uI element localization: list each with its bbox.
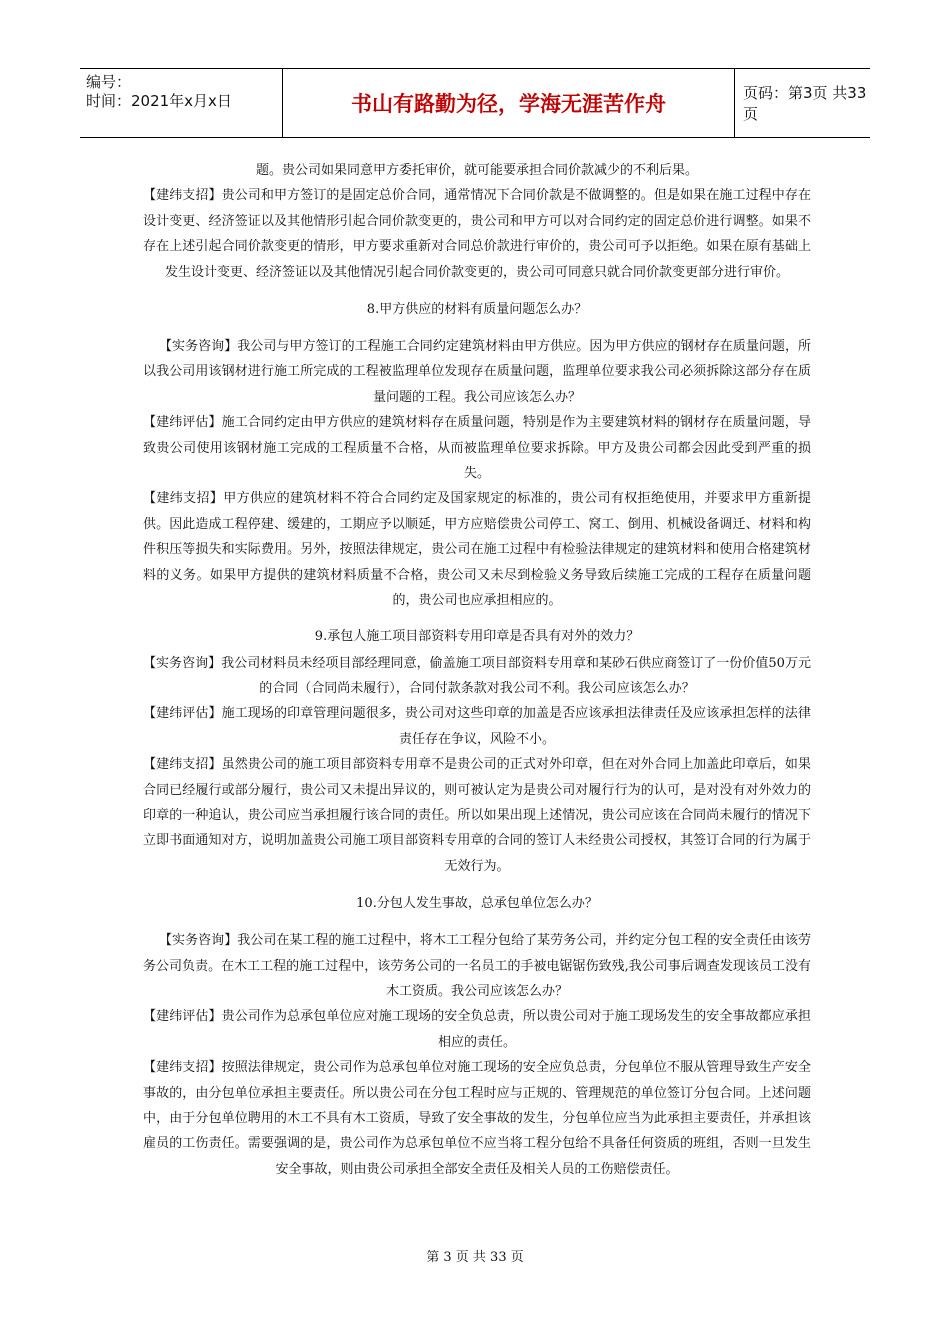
page-footer: 第 3 页 共 33 页 <box>426 1250 524 1265</box>
section-8-title: 8.甲方供应的材料有质量问题怎么办？ <box>366 302 588 318</box>
intro-paragraph: 题。贵公司如果同意甲方委托审价，就可能要承担合同价款减少的不利后果。 <box>255 163 698 178</box>
header-motto: 书山有路勤为径，学海无涯苦作舟 <box>283 69 735 137</box>
header-meta <box>80 69 283 137</box>
section-10-support: 【建纬支招】按照法律规定，贵公司作为总承包单位对施工现场的安全应负总责，分包单位不服从管理导致生产安全事故的，由分包单位承担主要责任。所以贵公司在分包工程时应与正规的、管理规范的单位签订分包合同。上述问题中，由于分包单位聘用的木工不具有木工资质，导致了安全事故的发生，分包单位应当为此承担主要责任，并承担该雇员的工伤责任。需要强调的是，贵公司作为总承包单位不应当将工程分包给不具备任何资质的班组，否则一旦发生安全事故，则由贵公司承担全部安全责任及相关人员的工伤赔偿责任。 <box>143 1060 811 1177</box>
section-8-consult: 【实务咨询】我公司与甲方签订的工程施工合同约定建筑材料由甲方供应。因为甲方供应的钢材存在质量问题，所以我公司用该钢材进行施工所完成的工程被监理单位发现存在质量问题，监理单位要求我公司必须拆除这部分存在质量问题的工程。我公司应该怎么办？ <box>143 339 811 405</box>
header-page-label: 页码：第3页 共33页 <box>743 84 867 123</box>
page-header <box>80 68 870 138</box>
section-9-title: 9.承包人施工项目部资料专用印章是否具有对外的效力？ <box>314 628 640 644</box>
section-9-consult: 【实务咨询】我公司材料员未经项目部经理同意，偷盖施工项目部资料专用章和某砂石供应商签订了一份价值50万元的合同（合同尚未履行），合同付款条款对我公司不利。我公司应该怎么办？ <box>143 655 811 696</box>
serial-label: 编号： <box>86 73 132 91</box>
date-label: 时间：2021年x月x日 <box>86 92 232 110</box>
section-8-support: 【建纬支招】甲方供应的建筑材料不符合合同约定及国家规定的标准的，贵公司有权拒绝使用，并要求甲方重新提供。因此造成工程停建、缓建的，工期应予以顺延，甲方应赔偿贵公司停工、窝工、倒用、机械设备调迁、材料和构件积压等损失和实际费用。另外，按照法律规定，贵公司在施工过程中有检验法律规定的建筑材料和使用合格建筑材料的义务。如果甲方提供的建筑材料质量不合格，贵公司又未尽到检验义务导致后续施工完成的工程存在质量问题的，贵公司也应承担相应的。 <box>143 491 811 609</box>
intro-support-paragraph: 【建纬支招】贵公司和甲方签订的是固定总价合同，通常情况下合同价款是不做调整的。但是如果在施工过程中存在设计变更、经济签证以及其他情形引起合同价款变更的，贵公司和甲方可以对合同约定的固定总价进行调整。如果不存在上述引起合同价款变更的情形，甲方要求重新对合同总价款进行审价的，贵公司可予以拒绝。如果在原有基础上发生设计变更、经济签证以及其他情况引起合同价款变更的，贵公司可同意只就合同价款变更部分进行审价。 <box>143 188 811 280</box>
section-10-title: 10.分包人发生事故，总承包单位怎么办？ <box>356 896 598 912</box>
section-10-consult: 【实务咨询】我公司在某工程的施工过程中，将木工工程分包给了某劳务公司，并约定分包工程的安全责任由该劳务公司负责。在木工工程的施工过程中，该劳务公司的一名员工的手被电锯锯伤致残,我公司事后调查发现该员工没有木工资质。我公司应该怎么办？ <box>143 933 811 999</box>
section-8-assess: 【建纬评估】施工合同约定由甲方供应的建筑材料存在质量问题，特别是作为主要建筑材料的钢材存在质量问题，导致贵公司使用该钢材施工完成的工程质量不合格，从而被监理单位要求拆除。甲方及贵公司都会因此受到严重的损失。 <box>143 415 811 482</box>
section-9-assess: 【建纬评估】施工现场的印章管理问题很多，贵公司对这些印章的加盖是否应该承担法律责任及应该承担怎样的法律责任存在争议，风险不小。 <box>143 706 811 747</box>
section-10-assess: 【建纬评估】贵公司作为总承包单位应对施工现场的安全负总责，所以贵公司对于施工现场发生的安全事故都应承担相应的责任。 <box>143 1009 811 1050</box>
section-9-support: 【建纬支招】虽然贵公司的施工项目部资料专用章不是贵公司的正式对外印章，但在对外合同上加盖此印章后，如果合同已经履行或部分履行，贵公司又未提出异议的，则可被认定为是贵公司对履行行为的认可，是对没有对外效力的印章的一种追认，贵公司应当承担履行该合同的责任。所以如果出现上述情况，贵公司应该在合同尚未履行的情况下立即书面通知对方，说明加盖贵公司施工项目部资料专用章的合同的签订人未经贵公司授权，其签订合同的行为属于无效行为。 <box>143 757 811 874</box>
document-body <box>143 158 811 1182</box>
